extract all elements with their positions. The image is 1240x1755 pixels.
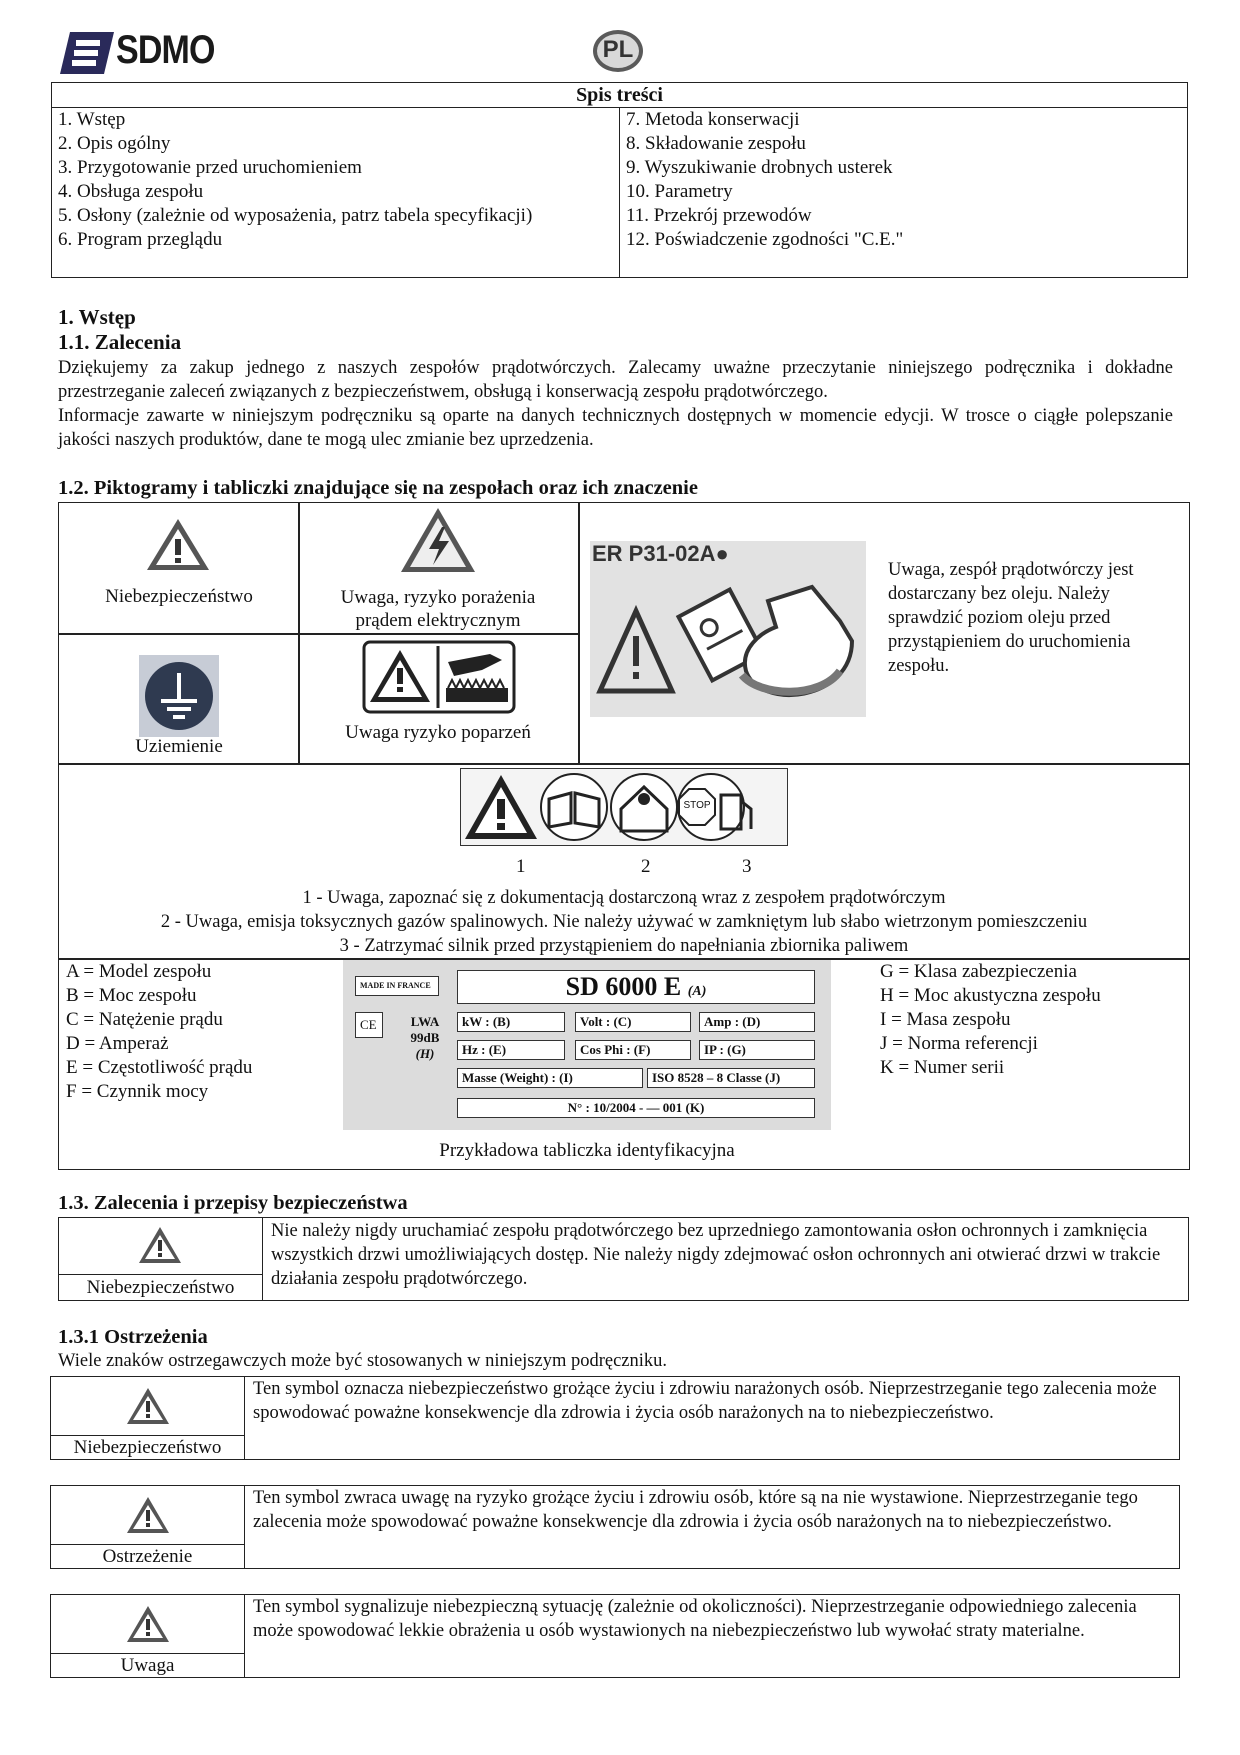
warning-row-danger xyxy=(50,1376,1180,1460)
legend-item: K = Numer serii xyxy=(880,1057,1005,1078)
toc-item[interactable]: 7. Metoda konserwacji xyxy=(626,109,800,130)
plate-mass: Masse (Weight) : (I) xyxy=(457,1068,643,1088)
plate-caption: Przykładowa tabliczka identyfikacyjna xyxy=(439,1140,735,1161)
language-badge xyxy=(591,28,645,74)
pictogram-label-burn: Uwaga ryzyko poparzeń xyxy=(345,722,531,743)
intro-paragraph-1: Dziękujemy za zakup jednego z naszych zespołów prądotwórczych. Zalecamy uważne przeczytanie niniejszego podręcznika i dokładne przestrzeganie zaleceń związanych z bezpieczeństwem, obsługą i konserwacją zespołu prądotwórczego. xyxy=(58,358,1173,402)
pictogram-label-electric: Uwaga, ryzyko porażenia prądem elektrycznym xyxy=(340,587,536,631)
oil-label-code: ER P31-02A● xyxy=(592,541,729,566)
safety-danger-table xyxy=(58,1217,1189,1301)
plate-ce-mark: CE xyxy=(355,1012,383,1038)
brand-name: SDMO xyxy=(116,28,215,72)
electric-shock-icon xyxy=(399,505,477,575)
safety-danger-icon-cell xyxy=(59,1218,263,1301)
stop-sign-text: STOP xyxy=(683,800,711,811)
legend-item: B = Moc zespołu xyxy=(66,985,197,1006)
plate-lwa-label: LWA xyxy=(410,1014,440,1029)
warning-label: Uwaga xyxy=(51,1653,244,1678)
symbols-notes xyxy=(60,886,1188,958)
warning-label: Niebezpieczeństwo xyxy=(51,1435,244,1460)
plate-cosphi: Cos Phi : (F) xyxy=(575,1040,691,1060)
oil-fill-icon xyxy=(590,541,866,717)
heading-1-3-1: 1.3.1 Ostrzeżenia xyxy=(58,1326,208,1348)
intro-paragraph-2: Informacje zawarte w niniejszym podręczniku są oparte na danych technicznych dostępnych w momencie edycji. W trosce o ciągłe polepszanie jakości naszych produktów, dane te mogą ulec zmianie bez uprzedzenia. xyxy=(58,406,1173,450)
symbols-strip-icons xyxy=(461,769,787,845)
heading-1: 1. Wstęp xyxy=(58,305,136,329)
plate-lwa-value: 99dB xyxy=(410,1030,440,1045)
plate-made-in: MADE IN FRANCE xyxy=(355,976,439,996)
warnings-intro: Wiele znaków ostrzegawczych może być stosowanych w niniejszym podręczniku. xyxy=(58,1351,668,1371)
plate-lwa xyxy=(405,1014,445,1062)
table-of-contents xyxy=(51,82,1188,278)
toc-item[interactable]: 2. Opis ogólny xyxy=(58,133,171,154)
symbol-note: 1 - Uwaga, zapoznać się z dokumentacją dostarczoną wraz z zespołem prądotwórczym xyxy=(302,888,946,908)
oil-label-image xyxy=(590,541,866,717)
heading-1-1: 1.1. Zalecenia xyxy=(58,330,182,354)
toc-item[interactable]: 9. Wyszukiwanie drobnych usterek xyxy=(626,157,893,178)
safety-danger-text: Nie należy nigdy uruchamiać zespołu prądotwórczego bez uprzedniego zamontowania osłon ochronnych i zamknięcia wszystkich drzwi umożliwiających dostęp. Nie należy nigdy zdejmować osłon ochronnych ani otwierać drzwi w trakcie działania zespołu prądotwórczego. xyxy=(263,1218,1189,1301)
warning-label: Ostrzeżenie xyxy=(51,1544,244,1569)
symbol-number-3: 3 xyxy=(742,856,752,877)
warning-text: Ten symbol zwraca uwagę na ryzyko grożące życiu i zdrowiu osób, które są na nie wystawione. Nieprzestrzeganie tego zalecenia może spowodować poważne konsekwencje dla zdrowia i życia osób narażonych na to niebezpieczeństwo. xyxy=(245,1486,1180,1569)
toc-item[interactable]: 8. Składowanie zespołu xyxy=(626,133,806,154)
caution-triangle-icon xyxy=(125,1603,171,1645)
plate-model xyxy=(457,970,815,1004)
warning-triangle-icon xyxy=(125,1494,171,1536)
toc-item[interactable]: 4. Obsługa zespołu xyxy=(58,181,204,202)
plate-kw: kW : (B) xyxy=(457,1012,565,1032)
plate-lwa-tag: (H) xyxy=(415,1046,435,1061)
toc-item[interactable]: 6. Program przeglądu xyxy=(58,229,223,250)
language-badge-text: PL xyxy=(602,36,634,63)
symbol-number-1: 1 xyxy=(516,856,526,877)
danger-triangle-icon xyxy=(144,515,212,573)
pictogram-label-danger: Niebezpieczeństwo xyxy=(105,586,253,607)
legend-item: I = Masa zespołu xyxy=(880,1009,1011,1030)
toc-item[interactable]: 10. Parametry xyxy=(626,181,733,202)
plate-legend-right xyxy=(880,960,1101,1080)
plate-serial: N° : 10/2004 - — 001 (K) xyxy=(457,1098,815,1118)
legend-item: G = Klasa zabezpieczenia xyxy=(880,961,1077,982)
legend-item: C = Natężenie prądu xyxy=(66,1009,223,1030)
symbol-note: 2 - Uwaga, emisja toksycznych gazów spalinowych. Nie należy używać w zamkniętym lub słabo wietrzonym pomieszczeniu xyxy=(160,912,1088,932)
legend-item: H = Moc akustyczna zespołu xyxy=(880,985,1101,1006)
legend-item: D = Amperaż xyxy=(66,1033,169,1054)
plate-volt: Volt : (C) xyxy=(575,1012,691,1032)
danger-triangle-icon xyxy=(137,1224,183,1266)
plate-amp: Amp : (D) xyxy=(699,1012,815,1032)
symbol-number-2: 2 xyxy=(641,856,651,877)
warning-text: Ten symbol oznacza niebezpieczeństwo grożące życiu i zdrowiu narażonych osób. Nieprzestrzeganie tego zalecenia może spowodować poważne konsekwencje dla zdrowia i życia osób narażonych na to niebezpieczeństwo. xyxy=(245,1377,1180,1460)
plate-iso: ISO 8528 – 8 Classe (J) xyxy=(647,1068,815,1088)
pictogram-label-ground: Uziemienie xyxy=(135,736,223,757)
plate-model-tag: (A) xyxy=(687,984,707,999)
toc-item[interactable]: 12. Poświadczenie zgodności "C.E." xyxy=(626,229,904,250)
identification-plate xyxy=(343,960,831,1130)
legend-item: J = Norma referencji xyxy=(880,1033,1038,1054)
oil-note: Uwaga, zespół prądotwórczy jest dostarczany bez oleju. Należy sprawdzić poziom oleju przed przystąpieniem do uruchomienia zespołu. xyxy=(888,560,1134,676)
toc-title: Spis treści xyxy=(52,83,1188,108)
toc-item[interactable]: 11. Przekrój przewodów xyxy=(626,205,812,226)
warning-row-notice xyxy=(50,1594,1180,1678)
heading-1-2: 1.2. Piktogramy i tabliczki znajdujące się na zespołach oraz ich znaczenie xyxy=(58,477,698,499)
legend-item: F = Czynnik mocy xyxy=(66,1081,209,1102)
warning-symbols-strip xyxy=(460,768,788,846)
plate-hz: Hz : (E) xyxy=(457,1040,565,1060)
plate-model-name: SD 6000 E xyxy=(565,972,682,1001)
toc-item[interactable]: 5. Osłony (zależnie od wyposażenia, patrz tabela specyfikacji) xyxy=(58,205,533,226)
legend-item: A = Model zespołu xyxy=(66,961,212,982)
sdmo-logo xyxy=(58,26,228,80)
warning-text: Ten symbol sygnalizuje niebezpieczną sytuację (zależnie od okoliczności). Nieprzestrzeganie odpowiedniego zalecenia może spowodować lekkie obrażenia u osób wystawionych na niebezpieczeństwo lub wywołać straty materialne. xyxy=(245,1595,1180,1678)
plate-legend-left xyxy=(66,960,252,1104)
danger-triangle-icon xyxy=(125,1385,171,1427)
safety-danger-label: Niebezpieczeństwo xyxy=(59,1274,262,1301)
burn-hazard-icon xyxy=(362,640,518,715)
plate-ip: IP : (G) xyxy=(699,1040,815,1060)
toc-item[interactable]: 3. Przygotowanie przed uruchomieniem xyxy=(58,157,362,178)
symbol-note: 3 - Zatrzymać silnik przed przystąpieniem do napełniania zbiornika paliwem xyxy=(339,936,909,956)
legend-item: E = Częstotliwość prądu xyxy=(66,1057,253,1078)
heading-1-3: 1.3. Zalecenia i przepisy bezpieczeństwa xyxy=(58,1192,408,1214)
toc-item[interactable]: 1. Wstęp xyxy=(58,109,126,130)
warning-row-caution xyxy=(50,1485,1180,1569)
ground-icon xyxy=(139,655,219,737)
sdmo-logo-mark-icon xyxy=(58,28,118,78)
